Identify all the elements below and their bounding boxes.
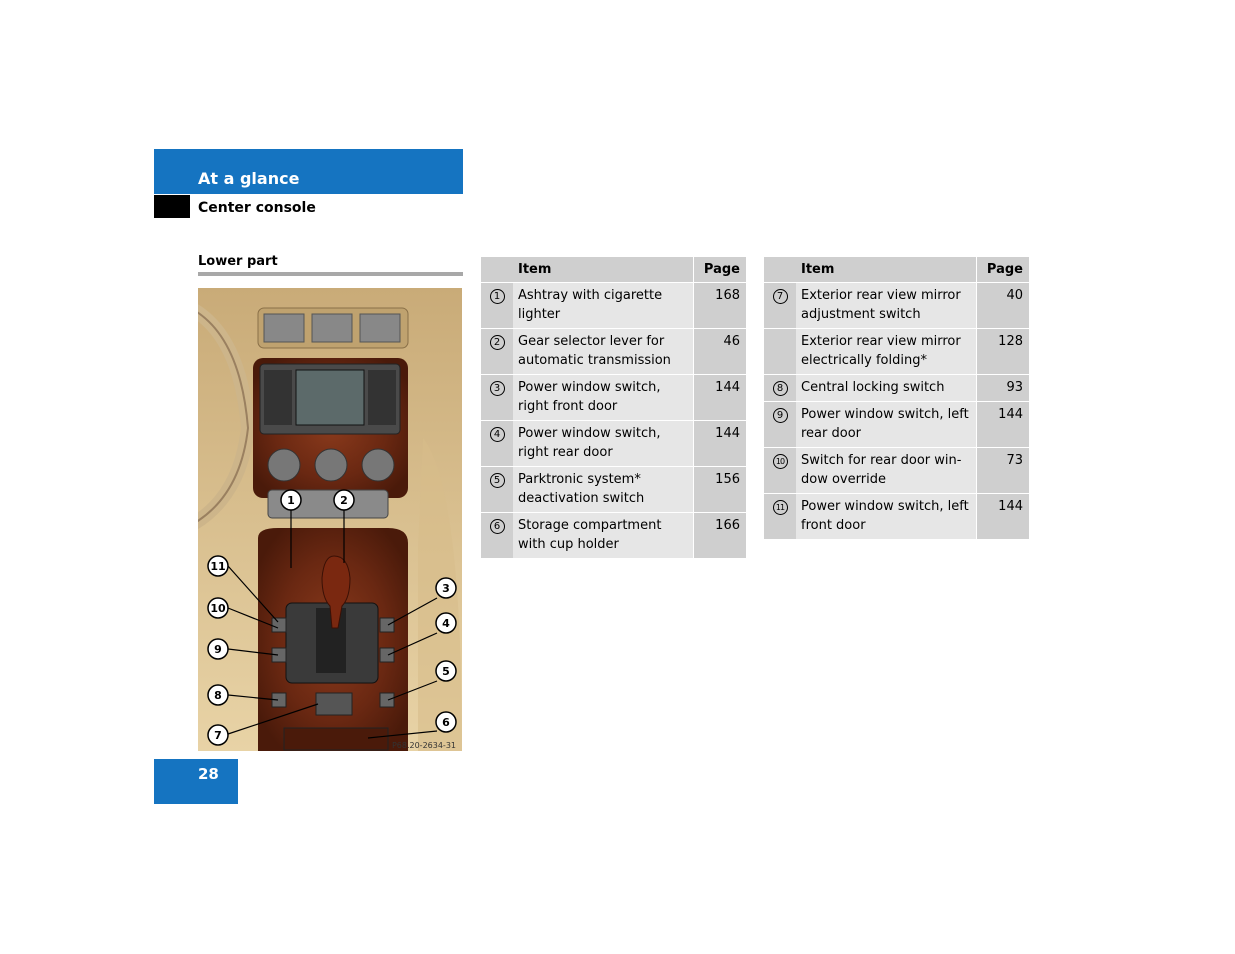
callout-3 xyxy=(436,578,456,598)
item-page: 168 xyxy=(693,282,746,328)
items-table-right xyxy=(764,257,1029,539)
item-description: Power window switch, left rear door xyxy=(796,401,976,447)
callout-8 xyxy=(208,685,228,705)
item-page: 166 xyxy=(693,512,746,558)
page-subtitle: Center console xyxy=(198,200,316,216)
item-description: Exterior rear view mirror adjustment switch xyxy=(796,282,976,328)
chapter-header xyxy=(154,149,463,194)
item-description: Gear selector lever for automatic transmission xyxy=(513,328,693,374)
item-description: Power window switch, right rear door xyxy=(513,420,693,466)
svg-text:6: 6 xyxy=(442,716,450,729)
svg-text:1: 1 xyxy=(287,494,295,507)
item-description: Parktronic system* deactivation switch xyxy=(513,466,693,512)
item-description: Power window switch, left front door xyxy=(796,493,976,539)
callout-2 xyxy=(334,490,354,510)
item-number: 7 xyxy=(773,289,788,304)
col-page: Page xyxy=(976,257,1029,282)
item-number: 9 xyxy=(773,408,788,423)
item-description: Ashtray with cigarette lighter xyxy=(513,282,693,328)
table-row xyxy=(764,493,1029,539)
item-number: 4 xyxy=(490,427,505,442)
item-page: 156 xyxy=(693,466,746,512)
item-number: 2 xyxy=(490,335,505,350)
item-number-empty xyxy=(764,328,796,374)
item-page: 93 xyxy=(976,374,1029,401)
col-number xyxy=(764,257,796,282)
svg-text:2: 2 xyxy=(340,494,348,507)
item-description: Switch for rear door win-dow override xyxy=(796,447,976,493)
item-page: 40 xyxy=(976,282,1029,328)
table-row xyxy=(481,282,746,328)
svg-text:5: 5 xyxy=(442,665,450,678)
item-number: 11 xyxy=(773,500,788,515)
item-page: 144 xyxy=(976,493,1029,539)
item-description: Exterior rear view mirror electrically folding* xyxy=(796,328,976,374)
center-console-illustration xyxy=(198,288,462,751)
item-number: 8 xyxy=(773,381,788,396)
callout-9 xyxy=(208,639,228,659)
figure-code: P68.20-2634-31 xyxy=(391,741,456,750)
section-divider xyxy=(198,272,463,276)
callout-7 xyxy=(208,725,228,745)
svg-text:9: 9 xyxy=(214,643,222,656)
col-number xyxy=(481,257,513,282)
col-item: Item xyxy=(796,257,976,282)
table-row xyxy=(764,447,1029,493)
table-row xyxy=(764,328,1029,374)
page-number: 28 xyxy=(198,765,219,783)
table-row xyxy=(764,401,1029,447)
svg-text:3: 3 xyxy=(442,582,450,595)
item-number: 6 xyxy=(490,519,505,534)
section-heading: Lower part xyxy=(198,254,278,269)
item-number: 3 xyxy=(490,381,505,396)
svg-text:4: 4 xyxy=(442,617,450,630)
col-page: Page xyxy=(693,257,746,282)
table-row xyxy=(481,512,746,558)
chapter-title: At a glance xyxy=(198,169,300,188)
callout-6 xyxy=(436,712,456,732)
item-page: 144 xyxy=(693,374,746,420)
item-number: 10 xyxy=(773,454,788,469)
callout-10 xyxy=(208,598,228,618)
svg-text:8: 8 xyxy=(214,689,222,702)
table-header-row xyxy=(481,257,746,282)
callout-4 xyxy=(436,613,456,633)
page-number-box xyxy=(154,759,238,804)
table-row xyxy=(481,466,746,512)
item-number: 5 xyxy=(490,473,505,488)
callout-1 xyxy=(281,490,301,510)
chapter-marker xyxy=(154,195,190,218)
item-page: 46 xyxy=(693,328,746,374)
table-row xyxy=(481,420,746,466)
callout-11 xyxy=(208,556,228,576)
callout-5 xyxy=(436,661,456,681)
item-description: Central locking switch xyxy=(796,374,976,401)
table-header-row xyxy=(764,257,1029,282)
items-table-left xyxy=(481,257,746,558)
svg-text:11: 11 xyxy=(210,560,226,573)
svg-text:7: 7 xyxy=(214,729,222,742)
item-page: 144 xyxy=(693,420,746,466)
table-row xyxy=(764,282,1029,328)
item-description: Storage compartment with cup holder xyxy=(513,512,693,558)
item-page: 144 xyxy=(976,401,1029,447)
item-number: 1 xyxy=(490,289,505,304)
table-row xyxy=(481,328,746,374)
item-description: Power window switch, right front door xyxy=(513,374,693,420)
svg-text:10: 10 xyxy=(210,602,226,615)
item-page: 128 xyxy=(976,328,1029,374)
table-row xyxy=(764,374,1029,401)
col-item: Item xyxy=(513,257,693,282)
table-row xyxy=(481,374,746,420)
item-page: 73 xyxy=(976,447,1029,493)
